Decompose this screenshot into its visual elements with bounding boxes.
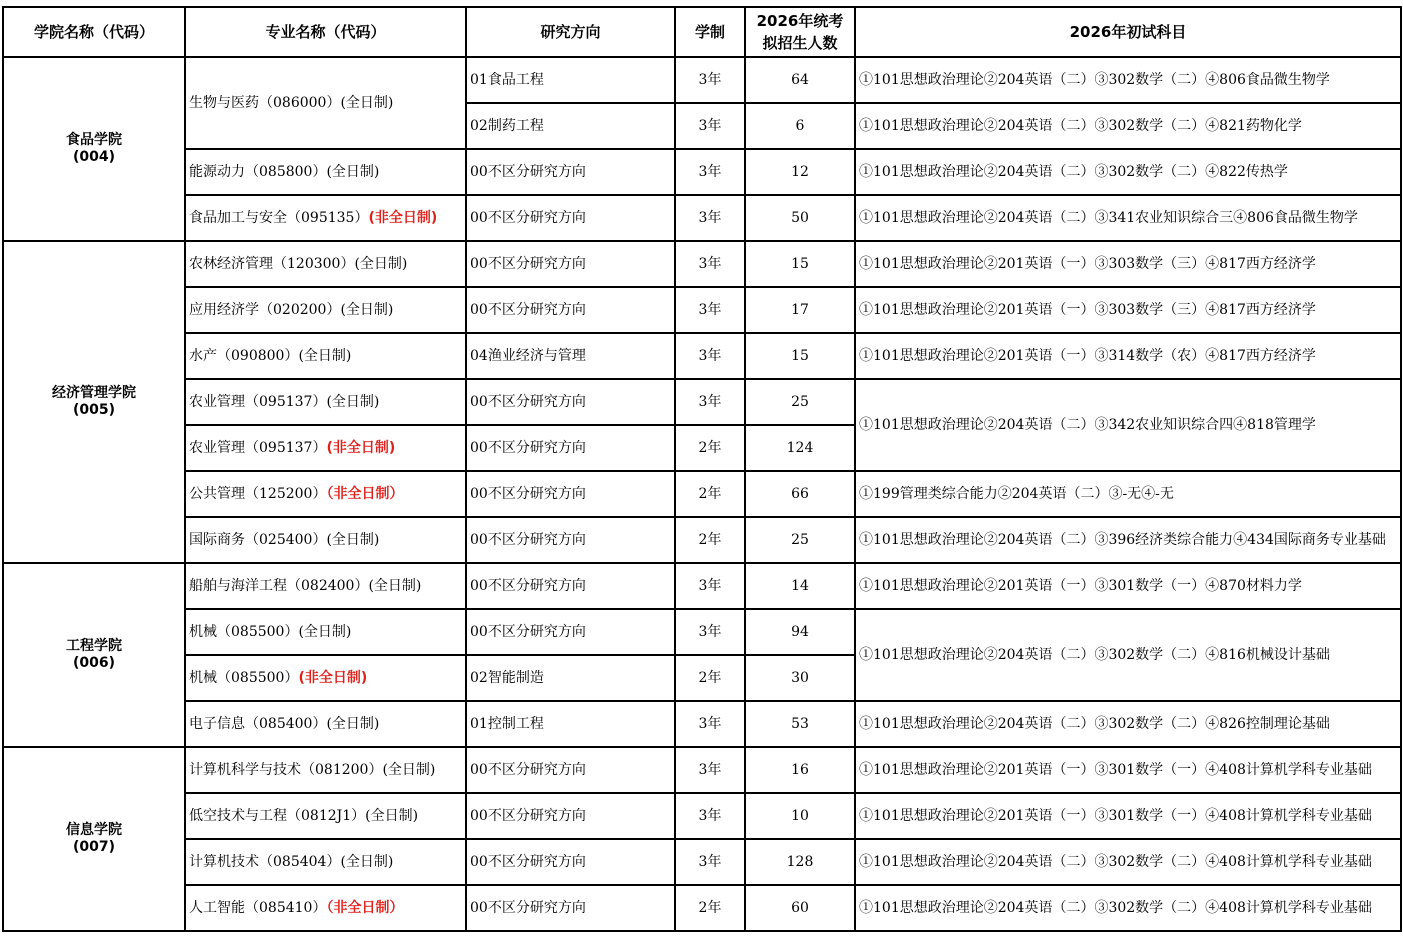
major-name: 计算机技术（085404）(全日制): [189, 853, 394, 870]
major-name: 船舶与海洋工程（082400）(全日制): [189, 577, 422, 594]
header-row: [3, 7, 1401, 57]
direction-cell: 01控制工程: [466, 701, 675, 747]
duration-cell: 2年: [675, 471, 745, 517]
subjects-cell: ①101思想政治理论②201英语（一）③303数学（三）④817西方经济学: [855, 287, 1401, 333]
duration-cell: 3年: [675, 609, 745, 655]
table-row: [3, 333, 1401, 379]
direction-cell: 00不区分研究方向: [466, 793, 675, 839]
direction-cell: 00不区分研究方向: [466, 425, 675, 471]
subjects-cell: ①101思想政治理论②201英语（一）③303数学（三）④817西方经济学: [855, 241, 1401, 287]
major-name: 计算机科学与技术（081200）(全日制): [189, 761, 436, 778]
major-name: 能源动力（085800）(全日制): [189, 163, 380, 180]
direction-cell: 00不区分研究方向: [466, 747, 675, 793]
duration-cell: 2年: [675, 517, 745, 563]
major-cell: [185, 701, 466, 747]
direction-cell: 00不区分研究方向: [466, 609, 675, 655]
quota-cell: 25: [745, 379, 855, 425]
college-code: (005): [72, 402, 116, 418]
direction-cell: 00不区分研究方向: [466, 379, 675, 425]
direction-cell: 00不区分研究方向: [466, 839, 675, 885]
duration-cell: 3年: [675, 333, 745, 379]
major-name: 低空技术与工程（0812J1）(全日制): [189, 807, 419, 824]
quota-cell: 10: [745, 793, 855, 839]
college-cell-food: [3, 57, 185, 241]
major-name: 公共管理（125200）: [189, 485, 327, 502]
college-cell-engineering: [3, 563, 185, 747]
quota-cell: 12: [745, 149, 855, 195]
direction-cell: 00不区分研究方向: [466, 149, 675, 195]
quota-cell: 6: [745, 103, 855, 149]
quota-cell: 15: [745, 333, 855, 379]
quota-cell: 16: [745, 747, 855, 793]
subjects-cell: ①199管理类综合能力②204英语（二）③-无④-无: [855, 471, 1401, 517]
major-name: 食品加工与安全（095135）: [189, 209, 369, 226]
header-subjects: 2026年初试科目: [855, 7, 1401, 57]
duration-cell: 2年: [675, 425, 745, 471]
major-cell: [185, 333, 466, 379]
table-row: [3, 241, 1401, 287]
duration-cell: 2年: [675, 885, 745, 931]
college-code: (006): [72, 655, 116, 671]
major-cell: [185, 379, 466, 425]
subjects-cell: ①101思想政治理论②204英语（二）③342农业知识综合四④818管理学: [855, 379, 1401, 471]
major-name: 农业管理（095137）: [189, 439, 327, 456]
quota-cell: 14: [745, 563, 855, 609]
table-row: [3, 701, 1401, 747]
direction-cell: 01食品工程: [466, 57, 675, 103]
part-time-badge: (非全日制): [368, 209, 438, 226]
header-quota-line2: 拟招生人数: [762, 34, 838, 52]
quota-cell: 94: [745, 609, 855, 655]
subjects-cell: ①101思想政治理论②204英语（二）③302数学（二）④816机械设计基础: [855, 609, 1401, 701]
header-direction: 研究方向: [466, 7, 675, 57]
major-name: 电子信息（085400）(全日制): [189, 715, 380, 732]
major-cell: [185, 287, 466, 333]
quota-cell: 15: [745, 241, 855, 287]
subjects-cell: ①101思想政治理论②204英语（二）③302数学（二）④822传热学: [855, 149, 1401, 195]
major-cell: [185, 57, 466, 149]
table-row: [3, 517, 1401, 563]
table-row: [3, 287, 1401, 333]
major-cell: [185, 609, 466, 655]
duration-cell: 3年: [675, 379, 745, 425]
duration-cell: 3年: [675, 195, 745, 241]
major-name: 人工智能（085410）: [189, 899, 327, 916]
duration-cell: 3年: [675, 701, 745, 747]
major-cell: [185, 517, 466, 563]
duration-cell: 3年: [675, 747, 745, 793]
table-row: [3, 471, 1401, 517]
subjects-cell: ①101思想政治理论②204英语（二）③302数学（二）④821药物化学: [855, 103, 1401, 149]
major-cell: [185, 747, 466, 793]
subjects-cell: ①101思想政治理论②201英语（一）③301数学（一）④408计算机学科专业基础: [855, 747, 1401, 793]
part-time-badge: (非全日制): [298, 669, 368, 686]
major-name: 应用经济学（020200）(全日制): [189, 301, 394, 318]
direction-cell: 04渔业经济与管理: [466, 333, 675, 379]
table-row: [3, 885, 1401, 931]
subjects-cell: ①101思想政治理论②204英语（二）③302数学（二）④408计算机学科专业基础: [855, 839, 1401, 885]
header-quota: [745, 7, 855, 57]
direction-cell: 00不区分研究方向: [466, 471, 675, 517]
table-row: [3, 609, 1401, 655]
part-time-badge: （非全日制）: [326, 485, 404, 502]
table-row: [3, 149, 1401, 195]
college-name: 食品学院: [66, 132, 122, 148]
quota-cell: 64: [745, 57, 855, 103]
quota-cell: 25: [745, 517, 855, 563]
subjects-cell: ①101思想政治理论②204英语（二）③302数学（二）④826控制理论基础: [855, 701, 1401, 747]
table-row: [3, 747, 1401, 793]
header-quota-line1: 2026年统考: [756, 12, 844, 30]
subjects-cell: ①101思想政治理论②204英语（二）③302数学（二）④806食品微生物学: [855, 57, 1401, 103]
college-cell-information: [3, 747, 185, 931]
subjects-cell: ①101思想政治理论②201英语（一）③301数学（一）④870材料力学: [855, 563, 1401, 609]
quota-cell: 50: [745, 195, 855, 241]
duration-cell: 3年: [675, 149, 745, 195]
table-row: [3, 793, 1401, 839]
major-name: 机械（085500）(全日制): [189, 623, 352, 640]
major-cell: [185, 885, 466, 931]
college-code: (007): [72, 839, 116, 855]
subjects-cell: ①101思想政治理论②204英语（二）③396经济类综合能力④434国际商务专业基础: [855, 517, 1401, 563]
quota-cell: 53: [745, 701, 855, 747]
duration-cell: 3年: [675, 241, 745, 287]
table-row: [3, 57, 1401, 103]
subjects-cell: ①101思想政治理论②204英语（二）③341农业知识综合三④806食品微生物学: [855, 195, 1401, 241]
direction-cell: 00不区分研究方向: [466, 563, 675, 609]
major-name: 机械（085500）: [189, 669, 299, 686]
college-cell-economics: [3, 241, 185, 563]
header-college: 学院名称（代码）: [3, 7, 185, 57]
major-name: 农林经济管理（120300）(全日制): [189, 255, 408, 272]
table-row: [3, 839, 1401, 885]
major-cell: [185, 149, 466, 195]
college-code: (004): [72, 149, 116, 165]
major-name: 农业管理（095137）(全日制): [189, 393, 380, 410]
college-name: 工程学院: [66, 638, 122, 654]
major-cell: [185, 195, 466, 241]
table-row: [3, 379, 1401, 425]
subjects-cell: ①101思想政治理论②201英语（一）③314数学（农）④817西方经济学: [855, 333, 1401, 379]
quota-cell: 17: [745, 287, 855, 333]
major-cell: [185, 563, 466, 609]
quota-cell: 60: [745, 885, 855, 931]
major-cell: [185, 241, 466, 287]
major-cell: [185, 793, 466, 839]
college-name: 信息学院: [66, 822, 122, 838]
college-name: 经济管理学院: [52, 385, 136, 401]
direction-cell: 00不区分研究方向: [466, 885, 675, 931]
duration-cell: 3年: [675, 57, 745, 103]
table-row: [3, 195, 1401, 241]
major-name: 水产（090800）(全日制): [189, 347, 352, 364]
major-cell: [185, 471, 466, 517]
quota-cell: 128: [745, 839, 855, 885]
direction-cell: 00不区分研究方向: [466, 287, 675, 333]
direction-cell: 02制药工程: [466, 103, 675, 149]
direction-cell: 02智能制造: [466, 655, 675, 701]
direction-cell: 00不区分研究方向: [466, 195, 675, 241]
header-major: 专业名称（代码）: [185, 7, 466, 57]
direction-cell: 00不区分研究方向: [466, 517, 675, 563]
major-name: 国际商务（025400）(全日制): [189, 531, 380, 548]
quota-cell: 66: [745, 471, 855, 517]
table-row: [3, 563, 1401, 609]
major-name: 生物与医药（086000）(全日制): [189, 94, 394, 111]
direction-cell: 00不区分研究方向: [466, 241, 675, 287]
admissions-table: [2, 6, 1402, 932]
part-time-badge: （非全日制）: [326, 899, 404, 916]
subjects-cell: ①101思想政治理论②201英语（一）③301数学（一）④408计算机学科专业基础: [855, 793, 1401, 839]
major-cell: [185, 839, 466, 885]
header-duration: 学制: [675, 7, 745, 57]
quota-cell: 124: [745, 425, 855, 471]
duration-cell: 3年: [675, 563, 745, 609]
quota-cell: 30: [745, 655, 855, 701]
duration-cell: 3年: [675, 103, 745, 149]
major-cell: [185, 655, 466, 701]
major-cell: [185, 425, 466, 471]
subjects-cell: ①101思想政治理论②204英语（二）③302数学（二）④408计算机学科专业基础: [855, 885, 1401, 931]
duration-cell: 2年: [675, 655, 745, 701]
duration-cell: 3年: [675, 287, 745, 333]
duration-cell: 3年: [675, 793, 745, 839]
duration-cell: 3年: [675, 839, 745, 885]
part-time-badge: (非全日制): [326, 439, 396, 456]
